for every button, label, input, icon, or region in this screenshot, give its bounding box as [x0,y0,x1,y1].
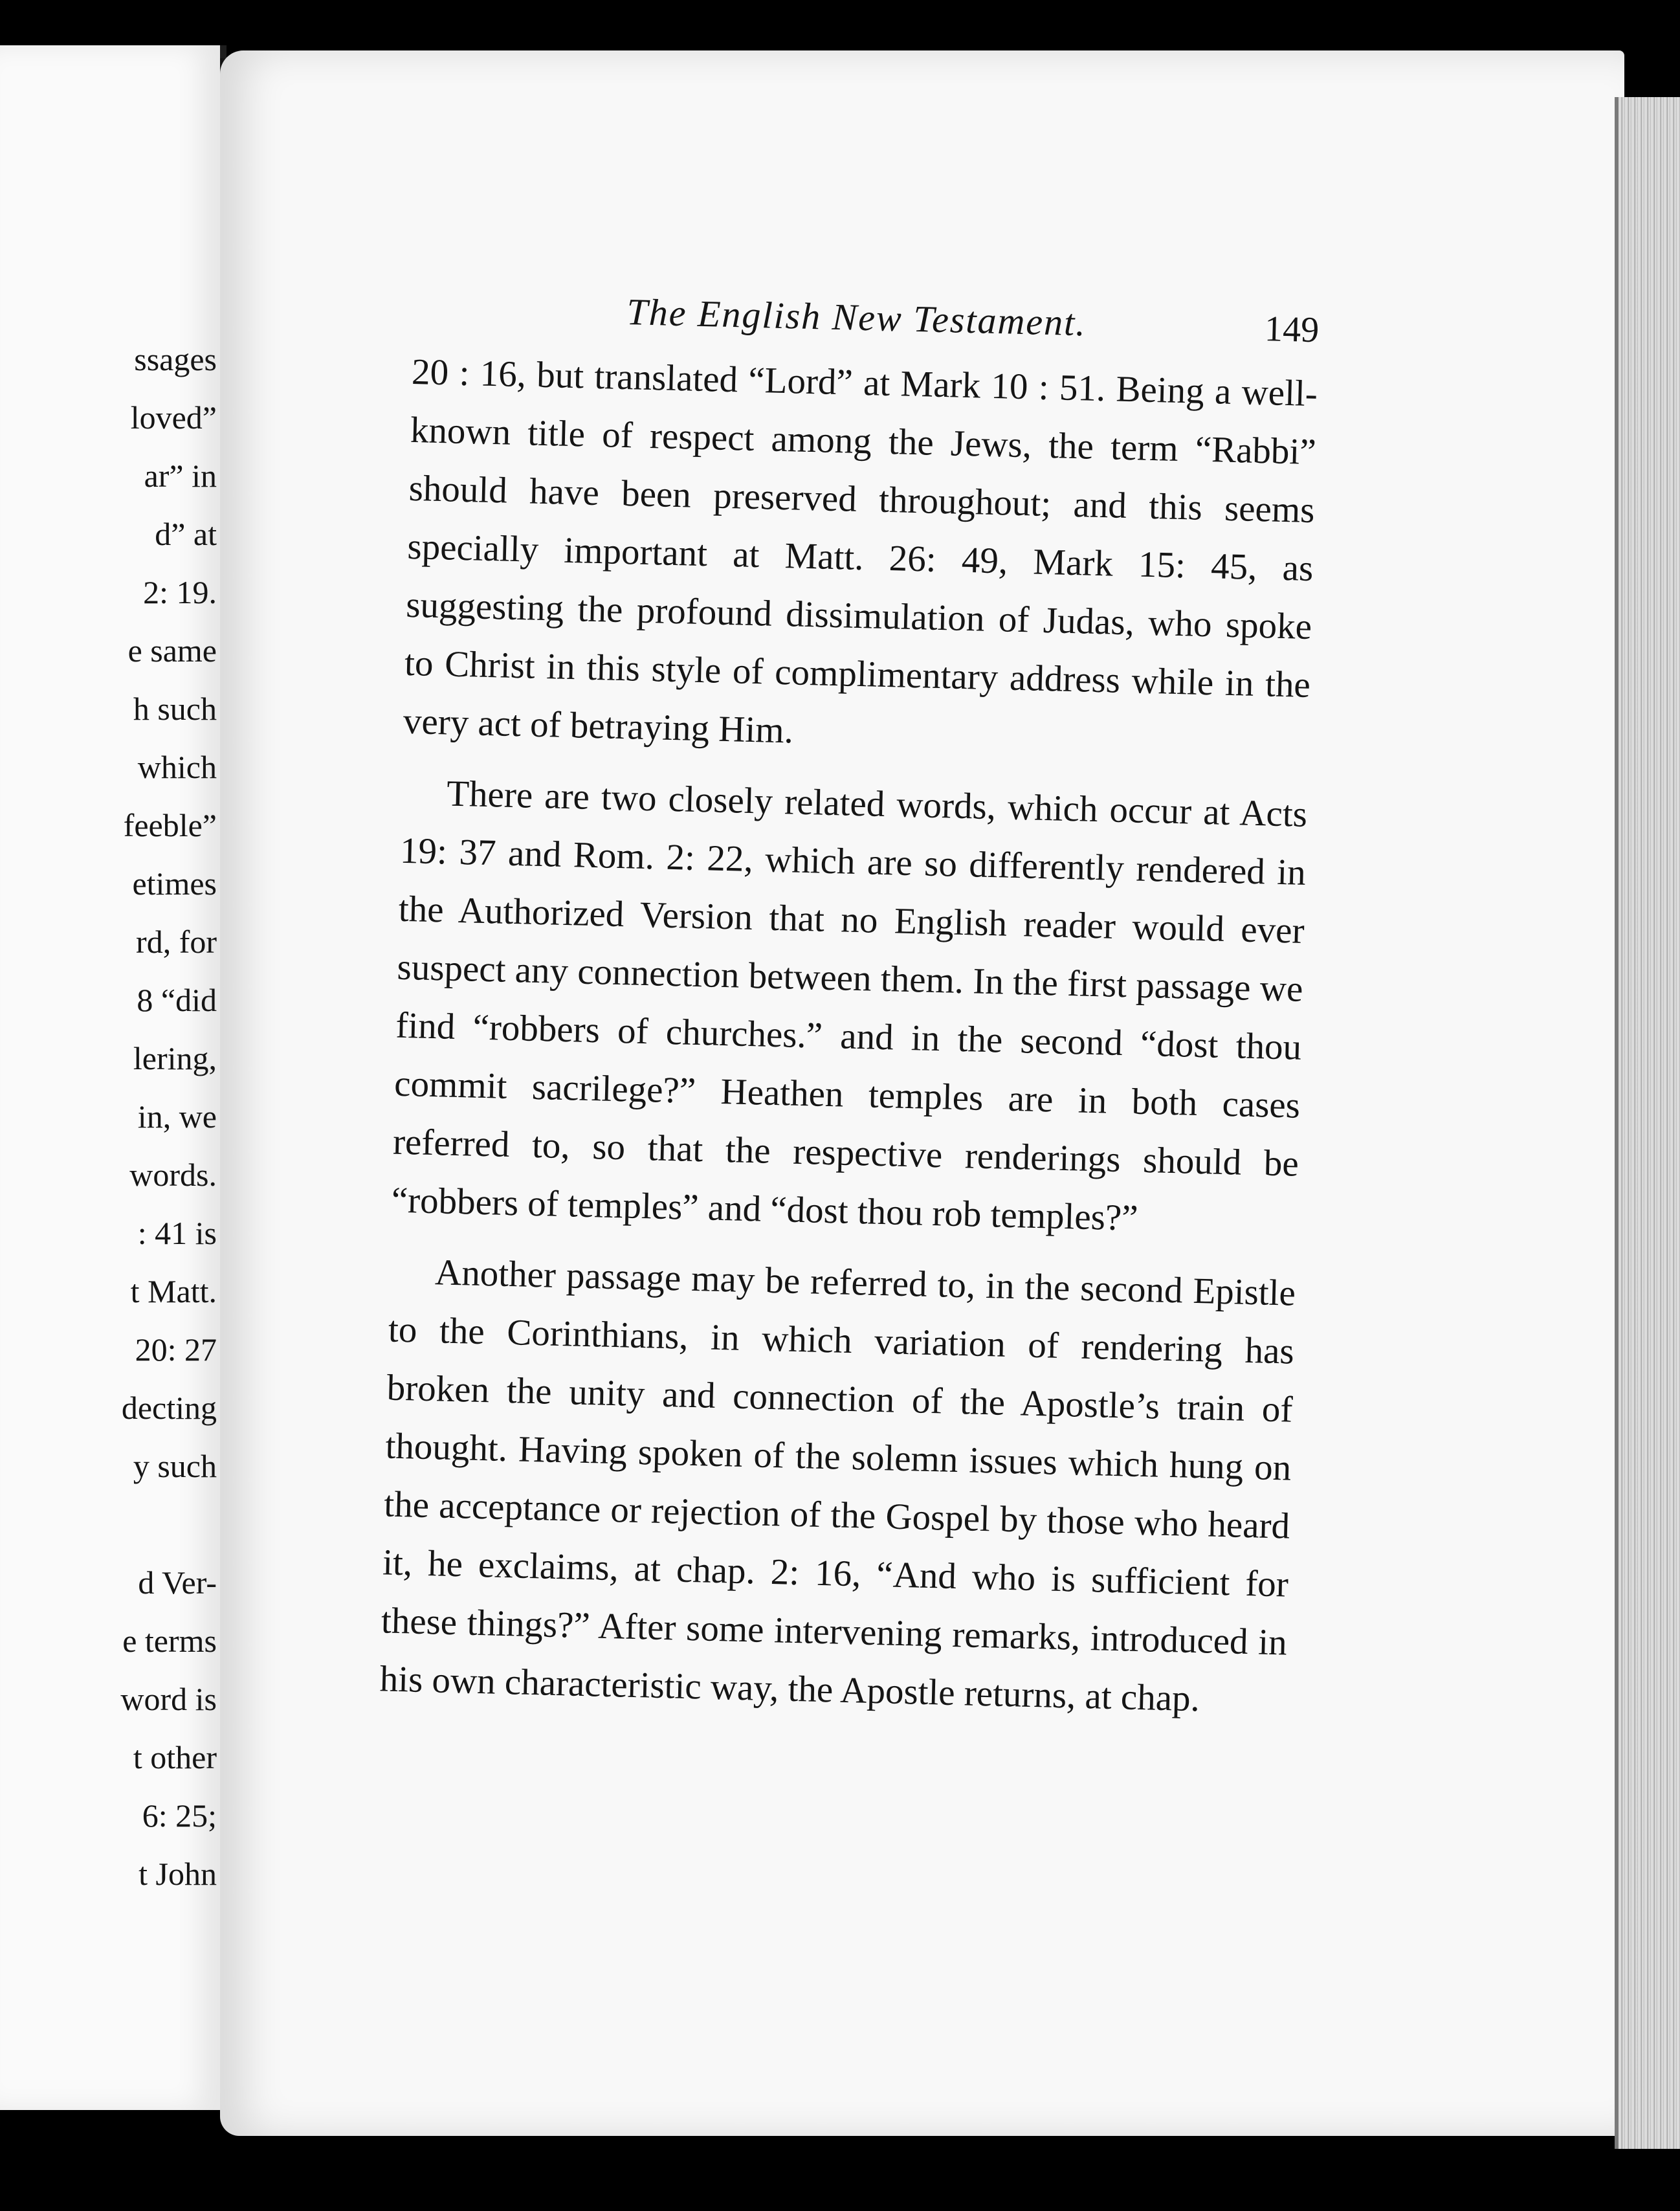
left-line: ssages [134,341,217,377]
left-line: e same [127,632,217,669]
page-number: 149 [1264,309,1320,351]
left-line: loved” [130,399,217,436]
left-line: which [137,749,217,785]
left-line: t other [133,1739,217,1775]
page-content [379,272,1320,1744]
left-line: 8 “did [137,982,217,1018]
left-line: feeble” [123,807,217,843]
left-line: y such [133,1448,217,1484]
left-line: rd, for [136,924,217,960]
left-line: etimes [132,865,217,902]
left-line: ar” in [144,458,217,494]
left-line: word is [120,1681,217,1717]
left-line: 2: 19. [143,574,217,610]
running-title: The English New Testament. [626,291,1087,344]
left-line [0,1495,217,1553]
left-line: d” at [155,516,217,552]
paragraph: Another passage may be referred to, in the second Epistle to the Corinthians, in which variation of rendering has broken the unity and connection of the Apostle’s train of thought. Having spoken of the solemn issues which hung on the acceptance or rejection of the Gospel by those who heard it, he exclaims, at chap. 2: 16, “And who is sufficient for these things?” After some intervening remarks, introduced in his own characteristic way, the Apostle returns, at chap. [379,1252,1296,1720]
left-line: h such [133,691,217,727]
left-line: : 41 is [137,1215,217,1251]
left-page-text [0,330,217,1903]
page-edges [1615,97,1680,2149]
left-line: words. [129,1157,217,1193]
paragraph: 20 : 16, but translated “Lord” at Mark 10 : 51. Being a well-known title of respect among the Jews, the term “Rabbi” should have been preserved throughout; and this seems specially important at Matt. 26: 49, Mark 15: 45, as suggesting the profound dissimulation of Judas, who spoke to Christ in this style of complimentary address while in the very act of betraying Him. [403,351,1318,751]
left-line: 20: 27 [135,1331,217,1368]
left-line: d Ver- [138,1564,217,1601]
paragraph: There are two closely related words, which occur at Acts 19: 37 and Rom. 2: 22, which are so differently rendered in the Authorized Version that no English reader would ever suspect any connection between them. In the first passage we find “robbers of churches.” and in the second “dost thou commit sacrilege?” Heathen temples are in both cases referred to, so that the respective renderings should be “robbers of temples” and “dost thou rob temples?” [391,773,1308,1239]
left-line: lering, [133,1040,217,1076]
left-line: t Matt. [130,1273,217,1309]
left-line: e terms [122,1623,217,1659]
left-line: in, we [137,1098,217,1135]
left-line: 6: 25; [142,1797,217,1834]
left-page [0,45,227,2110]
left-line: t John [138,1856,217,1892]
left-line: decting [121,1390,217,1426]
